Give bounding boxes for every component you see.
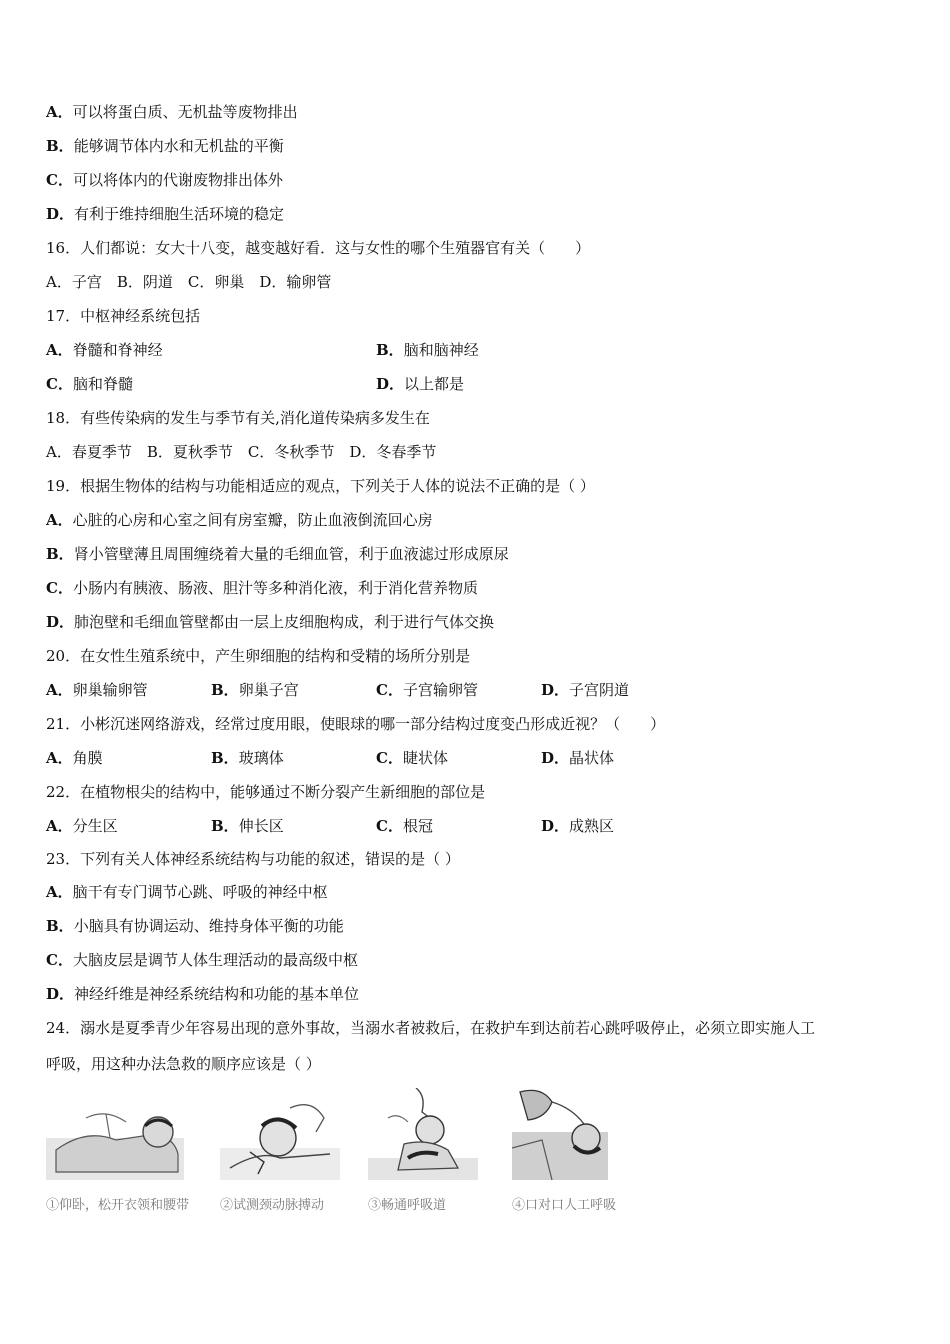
q17-stem: 17．中枢神经系统包括: [46, 307, 201, 325]
q21-option-c: C．睫状体: [376, 749, 448, 767]
step1-panel: [46, 1088, 190, 1218]
q20-option-d: D．子宫阴道: [541, 681, 630, 699]
q18-stem: 18．有些传染病的发生与季节有关,消化道传染病多发生在: [46, 409, 430, 427]
step4-panel: [512, 1088, 650, 1218]
q22-option-d: D．成熟区: [541, 817, 615, 835]
q15-option-a: A．可以将蛋白质、无机盐等废物排出: [46, 103, 298, 121]
step3-panel: [368, 1088, 506, 1218]
supine-loosen-collar-illustration: [46, 1088, 184, 1188]
q20-option-c: C．子宫输卵管: [376, 681, 478, 699]
q22-option-a: A．分生区: [46, 817, 118, 835]
q24-stem-line1: 24．溺水是夏季青少年容易出现的意外事故，当溺水者被救后，在救护车到达前若心跳呼吸停止，必须立即实施人工: [46, 1019, 816, 1037]
q17-option-b: B．脑和脑神经: [376, 341, 479, 359]
q21-option-b: B．玻璃体: [211, 749, 284, 767]
q23-option-b: B．小脑具有协调运动、维持身体平衡的功能: [46, 917, 344, 935]
q23-option-a: A．脑干有专门调节心跳、呼吸的神经中枢: [46, 883, 328, 901]
q21-option-d: D．晶状体: [541, 749, 615, 767]
step3-caption: ③畅通呼吸道: [368, 1198, 447, 1213]
q22-option-b: B．伸长区: [211, 817, 284, 835]
q19-option-d: D．肺泡壁和毛细血管壁都由一层上皮细胞构成，利于进行气体交换: [46, 613, 495, 631]
q19-option-c: C．小肠内有胰液、肠液、胆汁等多种消化液，利于消化营养物质: [46, 579, 478, 597]
q20-stem: 20．在女性生殖系统中，产生卵细胞的结构和受精的场所分别是: [46, 647, 471, 665]
first-aid-figure: [46, 1088, 626, 1218]
step4-caption: ④口对口人工呼吸: [512, 1198, 617, 1213]
q17-option-a: A．脊髓和脊神经: [46, 341, 163, 359]
q24-stem-line2: 呼吸，用这种办法急救的顺序应该是（ ）: [46, 1055, 321, 1073]
q20-option-a: A．卵巢输卵管: [46, 681, 148, 699]
q16-stem: 16．人们都说：女大十八变，越变越好看．这与女性的哪个生殖器官有关（ ）: [46, 239, 591, 257]
carotid-pulse-check-illustration: [220, 1088, 340, 1188]
q22-option-c: C．根冠: [376, 817, 433, 835]
mouth-to-mouth-illustration: [512, 1088, 622, 1188]
q21-option-a: A．角膜: [46, 749, 103, 767]
step2-caption: ②试测颈动脉搏动: [220, 1198, 325, 1213]
q15-option-d: D．有利于维持细胞生活环境的稳定: [46, 205, 285, 223]
step2-panel: [220, 1088, 358, 1218]
q18-options: A．春夏季节 B．夏秋季节 C．冬秋季节 D．冬春季节: [46, 443, 437, 461]
q16-options: A．子宫 B．阴道 C．卵巢 D．输卵管: [46, 273, 332, 291]
q15-option-c: C．可以将体内的代谢废物排出体外: [46, 171, 283, 189]
q19-option-b: B．肾小管壁薄且周围缠绕着大量的毛细血管，利于血液滤过形成原尿: [46, 545, 509, 563]
step1-caption: ①仰卧，松开衣领和腰带: [46, 1198, 190, 1213]
q17-option-c: C．脑和脊髓: [46, 375, 133, 393]
q23-stem: 23．下列有关人体神经系统结构与功能的叙述，错误的是（ ）: [46, 850, 460, 868]
q23-option-c: C．大脑皮层是调节人体生理活动的最高级中枢: [46, 951, 358, 969]
q15-option-b: B．能够调节体内水和无机盐的平衡: [46, 137, 284, 155]
q20-option-b: B．卵巢子宫: [211, 681, 299, 699]
q21-stem: 21．小彬沉迷网络游戏，经常过度用眼，使眼球的哪一部分结构过度变凸形成近视？（ ）: [46, 715, 666, 733]
q22-stem: 22．在植物根尖的结构中，能够通过不断分裂产生新细胞的部位是: [46, 783, 486, 801]
q23-option-d: D．神经纤维是神经系统结构和功能的基本单位: [46, 985, 360, 1003]
q19-stem: 19．根据生物体的结构与功能相适应的观点，下列关于人体的说法不正确的是（ ）: [46, 477, 595, 495]
q17-option-d: D．以上都是: [376, 375, 465, 393]
q19-option-a: A．心脏的心房和心室之间有房室瓣，防止血液倒流回心房: [46, 511, 433, 529]
clear-airway-illustration: [368, 1088, 478, 1188]
